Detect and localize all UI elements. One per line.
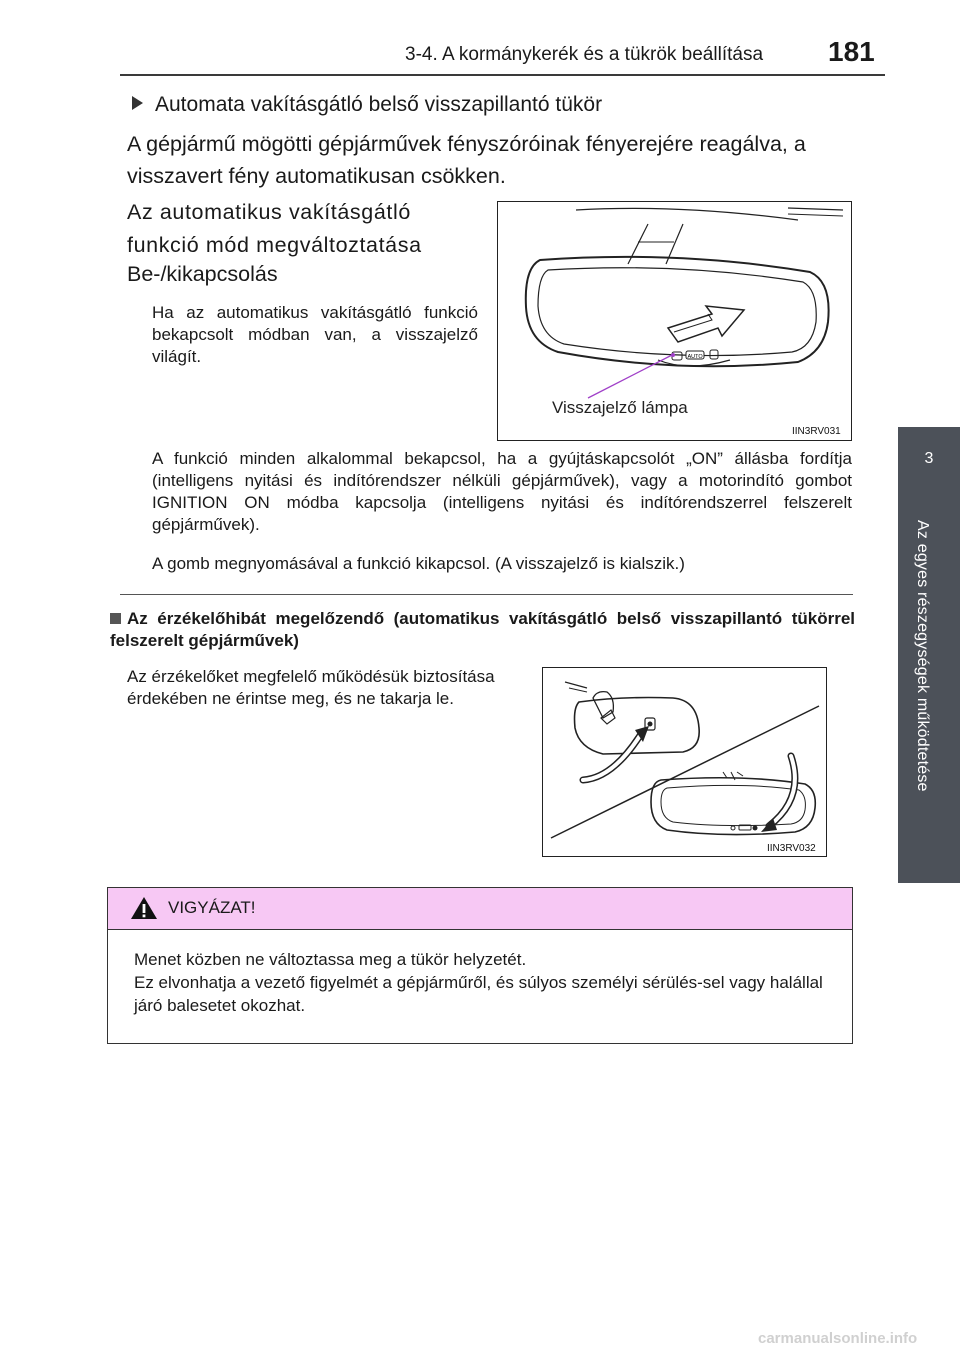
warning-title: VIGYÁZAT! (168, 898, 256, 917)
triangle-bullet-icon (132, 96, 143, 110)
chapter-title: Az egyes részegységek működtetése (914, 520, 931, 792)
mode-change-heading: Az automatikus vakításgátló funkció mód megváltoztatása (127, 200, 422, 257)
sensor-paragraph: Az érzékelőket megfelelő működésük biztosítása érdekében ne érintse meg, és ne takarja le. (127, 667, 495, 708)
sensor-illustration (543, 668, 825, 855)
figure-code: IIN3RV032 (767, 843, 816, 854)
intro-paragraph: A gépjármű mögötti gépjárművek fényszóróinak fényerejére reagálva, a visszavert fény automatikusan csökken. (127, 132, 806, 188)
indicator-note: Ha az automatikus vakításgátló funkció bekapcsolt módban van, a visszajelző világít. (152, 303, 478, 366)
warning-header (108, 888, 852, 930)
off-note: A gomb megnyomásával a funkció kikapcsol. (A visszajelző is kialszik.) (152, 554, 685, 573)
square-bullet-icon (110, 613, 121, 624)
mirror-indicator-figure (497, 201, 852, 441)
section-title: 3-4. A kormánykerék és a tükrök beállítása (405, 44, 764, 65)
toggle-heading: Be-/kikapcsolás (127, 262, 278, 286)
warning-triangle-icon (130, 896, 158, 920)
figure-code: IIN3RV031 (792, 426, 841, 437)
sensor-section-heading-text: Az érzékelőhibát megelőzendő (automatikus vakításgátló belső visszapillantó tükörrel felszerelt gépjárművek) (110, 609, 855, 650)
sensor-location-figure (542, 667, 827, 857)
warning-line: Menet közben ne változtassa meg a tükör helyzetét. (134, 950, 527, 969)
indicator-lamp-label: Visszajelző lámpa (552, 398, 688, 417)
warning-body (134, 948, 834, 1017)
auto-on-note: A funkció minden alkalommal bekapcsol, ha a gyújtáskapcsolót „ON” állásba fordítja (intelligens nyitási és indítórendszer nélküli gépjárművek), vagy a motorindító gombot IGNITION ON módba kapcsolja (intelligens nyitási és indítórendszerrel felszerelt gépjárművek). (152, 449, 852, 534)
warning-line: Ez elvonhatja a vezető figyelmét a gépjárműről, és súlyos személyi sérülés-sel vagy halállal járó balesetet okozhat. (134, 973, 823, 1015)
sensor-section-heading (110, 608, 855, 652)
subsection-title (132, 93, 602, 117)
site-watermark: carmanualsonline.info (758, 1330, 918, 1347)
chapter-number: 3 (924, 450, 934, 467)
header-divider (120, 74, 885, 76)
page-number: 181 (828, 36, 875, 67)
section-divider (120, 594, 853, 595)
subsection-title-text: Automata vakításgátló belső visszapillantó tükör (155, 93, 603, 116)
auto-button-label: AUTO (687, 354, 703, 360)
warning-box (107, 887, 853, 1044)
